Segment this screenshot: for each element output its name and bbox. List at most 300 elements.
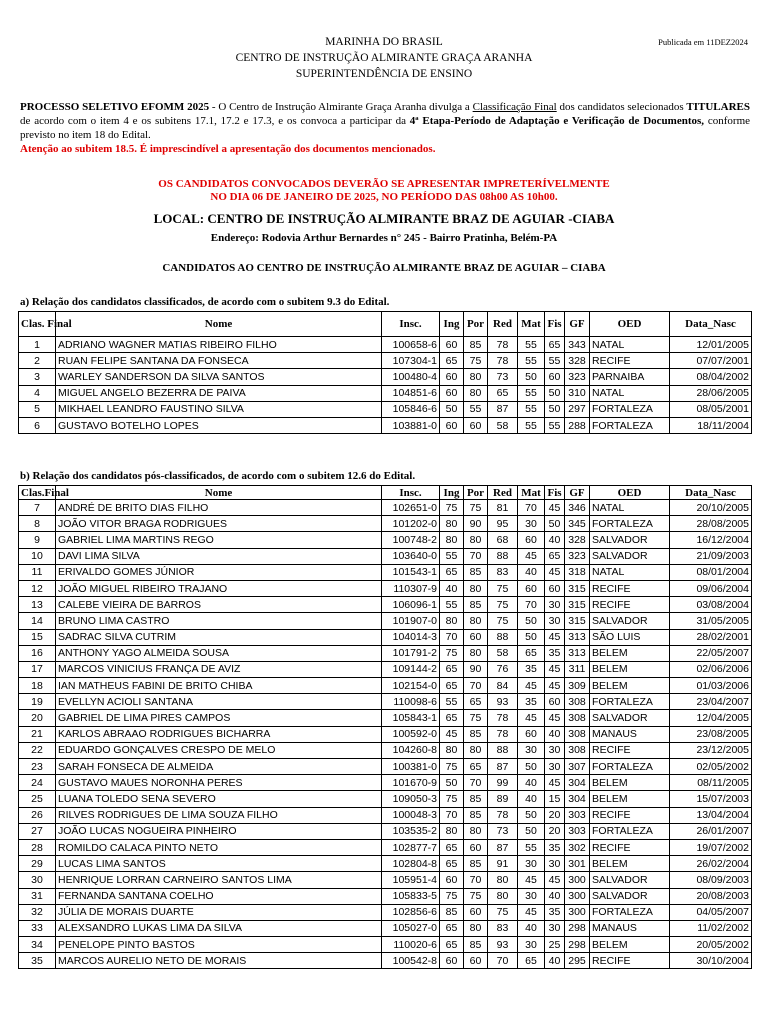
cell-por: 80 xyxy=(464,920,488,936)
header-fis: Fis xyxy=(545,486,565,500)
cell-birth-date: 08/04/2002 xyxy=(670,369,752,385)
cell-mat: 70 xyxy=(518,597,545,613)
cell-rank: 3 xyxy=(19,369,56,385)
table-row xyxy=(19,516,752,532)
cell-name: ROMILDO CALACA PINTO NETO xyxy=(56,839,382,855)
table-row xyxy=(19,532,752,548)
intro-text-4: conforme previsto no item 18 do Edital. xyxy=(20,115,751,141)
cell-name: GABRIEL DE LIMA PIRES CAMPOS xyxy=(56,710,382,726)
cell-registration: 101907-0 xyxy=(382,613,440,629)
cell-por: 70 xyxy=(464,872,488,888)
cell-oed: RECIFE xyxy=(590,580,670,596)
cell-gf: 304 xyxy=(565,775,590,791)
cell-name: SADRAC SILVA CUTRIM xyxy=(56,629,382,645)
process-title: PROCESSO SELETIVO EFOMM 2025 xyxy=(20,101,210,113)
cell-oed: RECIFE xyxy=(590,597,670,613)
cell-gf: 298 xyxy=(565,920,590,936)
cell-gf: 313 xyxy=(565,645,590,661)
cell-name: ANDRÉ DE BRITO DIAS FILHO xyxy=(56,500,382,516)
cell-rank: 7 xyxy=(19,500,56,516)
header-line-center: CENTRO DE INSTRUÇÃO ALMIRANTE GRAÇA ARANHA xyxy=(235,52,533,64)
table-row xyxy=(19,856,752,872)
cell-ing: 65 xyxy=(440,920,464,936)
cell-rank: 18 xyxy=(19,678,56,694)
cell-mat: 55 xyxy=(518,385,545,401)
cell-fis: 45 xyxy=(545,678,565,694)
cell-mat: 65 xyxy=(518,645,545,661)
cell-oed: BELEM xyxy=(590,791,670,807)
cell-gf: 304 xyxy=(565,791,590,807)
cell-fis: 45 xyxy=(545,872,565,888)
cell-birth-date: 12/01/2005 xyxy=(670,337,752,353)
cell-rank: 15 xyxy=(19,629,56,645)
convocation-notice xyxy=(0,178,768,204)
cell-gf: 308 xyxy=(565,742,590,758)
cell-oed: FORTALEZA xyxy=(590,823,670,839)
cell-birth-date: 20/10/2005 xyxy=(670,500,752,516)
cell-mat: 65 xyxy=(518,953,545,969)
table-row xyxy=(19,823,752,839)
intro-paragraph xyxy=(20,100,750,156)
cell-gf: 343 xyxy=(565,337,590,353)
cell-rank: 2 xyxy=(19,353,56,369)
cell-gf: 298 xyxy=(565,937,590,953)
cell-rank: 21 xyxy=(19,726,56,742)
cell-mat: 30 xyxy=(518,856,545,872)
header-red: Red xyxy=(488,486,518,500)
cell-ing: 60 xyxy=(440,337,464,353)
cell-red: 88 xyxy=(488,742,518,758)
cell-mat: 35 xyxy=(518,661,545,677)
convocation-line-2: NO DIA 06 DE JANEIRO DE 2025, NO PERÍODO DAS 08h00 AS 10h00. xyxy=(210,191,558,203)
cell-mat: 50 xyxy=(518,613,545,629)
table-row xyxy=(19,645,752,661)
cell-red: 89 xyxy=(488,791,518,807)
cell-mat: 30 xyxy=(518,888,545,904)
cell-por: 55 xyxy=(464,401,488,417)
cell-birth-date: 07/07/2001 xyxy=(670,353,752,369)
cell-por: 85 xyxy=(464,937,488,953)
cell-rank: 29 xyxy=(19,856,56,872)
cell-registration: 102804-8 xyxy=(382,856,440,872)
cell-rank: 12 xyxy=(19,580,56,596)
cell-por: 80 xyxy=(464,613,488,629)
cell-rank: 28 xyxy=(19,839,56,855)
header-oed: OED xyxy=(590,486,670,500)
cell-birth-date: 19/07/2002 xyxy=(670,839,752,855)
cell-registration: 100658-6 xyxy=(382,337,440,353)
table-row xyxy=(19,337,752,353)
cell-por: 80 xyxy=(464,369,488,385)
cell-name: MIGUEL ANGELO BEZERRA DE PAIVA xyxy=(56,385,382,401)
cell-por: 75 xyxy=(464,710,488,726)
cell-ing: 65 xyxy=(440,937,464,953)
cell-ing: 55 xyxy=(440,694,464,710)
cell-mat: 50 xyxy=(518,823,545,839)
table-row xyxy=(19,904,752,920)
cell-oed: SALVADOR xyxy=(590,888,670,904)
cell-gf: 323 xyxy=(565,369,590,385)
cell-mat: 30 xyxy=(518,742,545,758)
cell-mat: 55 xyxy=(518,337,545,353)
cell-birth-date: 26/01/2007 xyxy=(670,823,752,839)
cell-por: 85 xyxy=(464,564,488,580)
cell-name: JOÃO MIGUEL RIBEIRO TRAJANO xyxy=(56,580,382,596)
cell-red: 58 xyxy=(488,645,518,661)
header-fis: Fis xyxy=(545,312,565,337)
cell-fis: 45 xyxy=(545,775,565,791)
cell-por: 90 xyxy=(464,516,488,532)
intro-text-2: dos candidatos selecionados xyxy=(556,101,687,113)
cell-name: MARCOS AURELIO NETO DE MORAIS xyxy=(56,953,382,969)
cell-oed: MANAUS xyxy=(590,726,670,742)
table-a-caption: a) Relação dos candidatos classificados, de acordo com o subitem 9.3 do Edital. xyxy=(20,296,390,308)
cell-registration: 102651-0 xyxy=(382,500,440,516)
table-row xyxy=(19,742,752,758)
cell-ing: 65 xyxy=(440,678,464,694)
cell-gf: 310 xyxy=(565,385,590,401)
cell-red: 73 xyxy=(488,823,518,839)
cell-birth-date: 02/05/2002 xyxy=(670,759,752,775)
cell-name: SARAH FONSECA DE ALMEIDA xyxy=(56,759,382,775)
cell-gf: 311 xyxy=(565,661,590,677)
cell-rank: 31 xyxy=(19,888,56,904)
cell-fis: 50 xyxy=(545,385,565,401)
cell-rank: 8 xyxy=(19,516,56,532)
cell-gf: 328 xyxy=(565,353,590,369)
cell-mat: 40 xyxy=(518,564,545,580)
cell-gf: 318 xyxy=(565,564,590,580)
cell-registration: 104851-6 xyxy=(382,385,440,401)
cell-birth-date: 01/03/2006 xyxy=(670,678,752,694)
cell-red: 83 xyxy=(488,920,518,936)
table-b-header-row xyxy=(19,486,752,500)
institution-header xyxy=(0,34,768,82)
table-row xyxy=(19,661,752,677)
table-row xyxy=(19,597,752,613)
cell-birth-date: 16/12/2004 xyxy=(670,532,752,548)
table-row xyxy=(19,953,752,969)
cell-mat: 50 xyxy=(518,629,545,645)
cell-ing: 50 xyxy=(440,401,464,417)
cell-gf: 315 xyxy=(565,597,590,613)
cell-birth-date: 26/02/2004 xyxy=(670,856,752,872)
cell-gf: 301 xyxy=(565,856,590,872)
cell-rank: 16 xyxy=(19,645,56,661)
cell-red: 88 xyxy=(488,629,518,645)
cell-red: 73 xyxy=(488,369,518,385)
cell-rank: 4 xyxy=(19,385,56,401)
header-mat: Mat xyxy=(518,312,545,337)
cell-red: 78 xyxy=(488,337,518,353)
cell-oed: FORTALEZA xyxy=(590,694,670,710)
cell-red: 68 xyxy=(488,532,518,548)
cell-registration: 105846-6 xyxy=(382,401,440,417)
cell-birth-date: 03/08/2004 xyxy=(670,597,752,613)
cell-rank: 20 xyxy=(19,710,56,726)
cell-name: BRUNO LIMA CASTRO xyxy=(56,613,382,629)
cell-birth-date: 20/05/2002 xyxy=(670,937,752,953)
cell-name: ADRIANO WAGNER MATIAS RIBEIRO FILHO xyxy=(56,337,382,353)
cell-name: MARCOS VINICIUS FRANÇA DE AVIZ xyxy=(56,661,382,677)
cell-rank: 11 xyxy=(19,564,56,580)
cell-birth-date: 28/02/2001 xyxy=(670,629,752,645)
cell-registration: 109050-3 xyxy=(382,791,440,807)
cell-oed: SALVADOR xyxy=(590,613,670,629)
cell-por: 60 xyxy=(464,629,488,645)
cell-mat: 45 xyxy=(518,872,545,888)
table-row xyxy=(19,791,752,807)
cell-name: MIKHAEL LEANDRO FAUSTINO SILVA xyxy=(56,401,382,417)
cell-por: 75 xyxy=(464,353,488,369)
cell-rank: 9 xyxy=(19,532,56,548)
cell-registration: 102856-6 xyxy=(382,904,440,920)
cell-rank: 23 xyxy=(19,759,56,775)
cell-registration: 100480-4 xyxy=(382,369,440,385)
cell-birth-date: 04/05/2007 xyxy=(670,904,752,920)
cell-name: FERNANDA SANTANA COELHO xyxy=(56,888,382,904)
table-row xyxy=(19,580,752,596)
cell-fis: 45 xyxy=(545,710,565,726)
cell-por: 85 xyxy=(464,337,488,353)
cell-fis: 30 xyxy=(545,613,565,629)
cell-fis: 65 xyxy=(545,337,565,353)
cell-por: 75 xyxy=(464,888,488,904)
cell-oed: SALVADOR xyxy=(590,872,670,888)
cell-ing: 75 xyxy=(440,759,464,775)
cell-birth-date: 23/12/2005 xyxy=(670,742,752,758)
cell-name: DAVI LIMA SILVA xyxy=(56,548,382,564)
cell-red: 70 xyxy=(488,953,518,969)
cell-birth-date: 13/04/2004 xyxy=(670,807,752,823)
cell-ing: 55 xyxy=(440,548,464,564)
post-classified-candidates-table xyxy=(18,485,752,969)
cell-fis: 50 xyxy=(545,401,565,417)
cell-name: ERIVALDO GOMES JÚNIOR xyxy=(56,564,382,580)
cell-rank: 22 xyxy=(19,742,56,758)
cell-registration: 105843-1 xyxy=(382,710,440,726)
cell-gf: 328 xyxy=(565,532,590,548)
cell-mat: 60 xyxy=(518,532,545,548)
cell-oed: MANAUS xyxy=(590,920,670,936)
cell-rank: 10 xyxy=(19,548,56,564)
cell-gf: 309 xyxy=(565,678,590,694)
cell-fis: 55 xyxy=(545,417,565,433)
cell-ing: 60 xyxy=(440,369,464,385)
cell-oed: SÃO LUIS xyxy=(590,629,670,645)
candidates-title: CANDIDATOS AO CENTRO DE INSTRUÇÃO ALMIRANTE BRAZ DE AGUIAR – CIABA xyxy=(162,262,606,274)
cell-ing: 80 xyxy=(440,613,464,629)
table-row xyxy=(19,401,752,417)
cell-ing: 60 xyxy=(440,872,464,888)
cell-registration: 105833-5 xyxy=(382,888,440,904)
cell-mat: 60 xyxy=(518,580,545,596)
cell-ing: 75 xyxy=(440,645,464,661)
cell-mat: 45 xyxy=(518,548,545,564)
cell-fis: 35 xyxy=(545,904,565,920)
location-title: LOCAL: CENTRO DE INSTRUÇÃO ALMIRANTE BRAZ DE AGUIAR -CIABA xyxy=(153,211,615,226)
cell-por: 60 xyxy=(464,839,488,855)
cell-gf: 300 xyxy=(565,888,590,904)
cell-mat: 40 xyxy=(518,791,545,807)
cell-fis: 20 xyxy=(545,823,565,839)
cell-oed: RECIFE xyxy=(590,807,670,823)
cell-registration: 101202-0 xyxy=(382,516,440,532)
cell-rank: 34 xyxy=(19,937,56,953)
cell-red: 58 xyxy=(488,417,518,433)
table-row xyxy=(19,678,752,694)
cell-name: EVELLYN ACIOLI SANTANA xyxy=(56,694,382,710)
cell-fis: 40 xyxy=(545,532,565,548)
header-por: Por xyxy=(464,486,488,500)
cell-gf: 300 xyxy=(565,872,590,888)
cell-birth-date: 20/08/2003 xyxy=(670,888,752,904)
cell-birth-date: 18/11/2004 xyxy=(670,417,752,433)
cell-red: 78 xyxy=(488,353,518,369)
cell-rank: 17 xyxy=(19,661,56,677)
table-row xyxy=(19,759,752,775)
cell-registration: 110307-9 xyxy=(382,580,440,596)
cell-mat: 50 xyxy=(518,759,545,775)
cell-rank: 14 xyxy=(19,613,56,629)
table-row xyxy=(19,629,752,645)
cell-oed: SALVADOR xyxy=(590,548,670,564)
cell-por: 75 xyxy=(464,500,488,516)
cell-registration: 101670-9 xyxy=(382,775,440,791)
cell-rank: 13 xyxy=(19,597,56,613)
cell-ing: 55 xyxy=(440,597,464,613)
cell-por: 85 xyxy=(464,807,488,823)
cell-rank: 25 xyxy=(19,791,56,807)
cell-fis: 20 xyxy=(545,807,565,823)
cell-ing: 45 xyxy=(440,726,464,742)
cell-red: 91 xyxy=(488,856,518,872)
cell-registration: 103535-2 xyxy=(382,823,440,839)
table-row xyxy=(19,353,752,369)
cell-birth-date: 21/09/2003 xyxy=(670,548,752,564)
cell-mat: 45 xyxy=(518,904,545,920)
cell-birth-date: 31/05/2005 xyxy=(670,613,752,629)
cell-registration: 105951-4 xyxy=(382,872,440,888)
final-classification-text: Classificação Final xyxy=(472,101,557,113)
cell-oed: RECIFE xyxy=(590,742,670,758)
cell-fis: 55 xyxy=(545,353,565,369)
table-row xyxy=(19,888,752,904)
cell-ing: 65 xyxy=(440,710,464,726)
cell-por: 70 xyxy=(464,678,488,694)
cell-registration: 104260-8 xyxy=(382,742,440,758)
cell-mat: 55 xyxy=(518,417,545,433)
cell-rank: 30 xyxy=(19,872,56,888)
cell-gf: 302 xyxy=(565,839,590,855)
cell-ing: 60 xyxy=(440,953,464,969)
cell-por: 80 xyxy=(464,742,488,758)
cell-mat: 50 xyxy=(518,807,545,823)
header-registration: Insc. xyxy=(382,486,440,500)
cell-mat: 30 xyxy=(518,516,545,532)
header-rank: Clas.Final xyxy=(19,486,56,500)
cell-oed: BELEM xyxy=(590,661,670,677)
cell-red: 95 xyxy=(488,516,518,532)
cell-fis: 45 xyxy=(545,629,565,645)
cell-birth-date: 12/04/2005 xyxy=(670,710,752,726)
publication-date: Publicada em 11DEZ2024 xyxy=(658,37,748,47)
cell-red: 65 xyxy=(488,385,518,401)
cell-registration: 100542-8 xyxy=(382,953,440,969)
cell-red: 76 xyxy=(488,661,518,677)
table-row xyxy=(19,548,752,564)
cell-por: 85 xyxy=(464,597,488,613)
cell-registration: 109144-2 xyxy=(382,661,440,677)
table-row xyxy=(19,694,752,710)
cell-fis: 60 xyxy=(545,369,565,385)
cell-birth-date: 09/06/2004 xyxy=(670,580,752,596)
cell-red: 75 xyxy=(488,613,518,629)
header-ing: Ing xyxy=(440,486,464,500)
cell-registration: 110020-6 xyxy=(382,937,440,953)
header-birth-date: Data_Nasc xyxy=(670,486,752,500)
cell-fis: 45 xyxy=(545,661,565,677)
cell-birth-date: 08/11/2005 xyxy=(670,775,752,791)
cell-birth-date: 23/08/2005 xyxy=(670,726,752,742)
header-red: Red xyxy=(488,312,518,337)
cell-registration: 104014-3 xyxy=(382,629,440,645)
cell-name: WARLEY SANDERSON DA SILVA SANTOS xyxy=(56,369,382,385)
header-name: Nome xyxy=(56,486,382,500)
cell-por: 60 xyxy=(464,904,488,920)
cell-red: 75 xyxy=(488,904,518,920)
cell-mat: 40 xyxy=(518,775,545,791)
cell-fis: 30 xyxy=(545,856,565,872)
table-row xyxy=(19,726,752,742)
cell-red: 78 xyxy=(488,807,518,823)
cell-fis: 65 xyxy=(545,548,565,564)
cell-ing: 80 xyxy=(440,742,464,758)
cell-rank: 1 xyxy=(19,337,56,353)
cell-rank: 26 xyxy=(19,807,56,823)
cell-ing: 60 xyxy=(440,385,464,401)
cell-oed: BELEM xyxy=(590,678,670,694)
cell-por: 80 xyxy=(464,385,488,401)
titulares-text: TITULARES xyxy=(686,101,750,113)
table-a-header-row xyxy=(19,312,752,337)
cell-name: RUAN FELIPE SANTANA DA FONSECA xyxy=(56,353,382,369)
cell-registration: 106096-1 xyxy=(382,597,440,613)
cell-mat: 55 xyxy=(518,353,545,369)
header-gf: GF xyxy=(565,312,590,337)
cell-registration: 102877-7 xyxy=(382,839,440,855)
cell-mat: 50 xyxy=(518,369,545,385)
header-line-navy: MARINHA DO BRASIL xyxy=(325,36,443,48)
cell-oed: FORTALEZA xyxy=(590,417,670,433)
cell-registration: 102154-0 xyxy=(382,678,440,694)
cell-name: LUANA TOLEDO SENA SEVERO xyxy=(56,791,382,807)
header-gf: GF xyxy=(565,486,590,500)
cell-name: JOÃO LUCAS NOGUEIRA PINHEIRO xyxy=(56,823,382,839)
table-row xyxy=(19,872,752,888)
cell-por: 80 xyxy=(464,823,488,839)
cell-mat: 30 xyxy=(518,937,545,953)
cell-mat: 45 xyxy=(518,710,545,726)
cell-name: LUCAS LIMA SANTOS xyxy=(56,856,382,872)
table-row xyxy=(19,417,752,433)
cell-ing: 65 xyxy=(440,353,464,369)
cell-fis: 60 xyxy=(545,580,565,596)
cell-rank: 19 xyxy=(19,694,56,710)
cell-fis: 15 xyxy=(545,791,565,807)
cell-fis: 60 xyxy=(545,694,565,710)
cell-oed: RECIFE xyxy=(590,953,670,969)
